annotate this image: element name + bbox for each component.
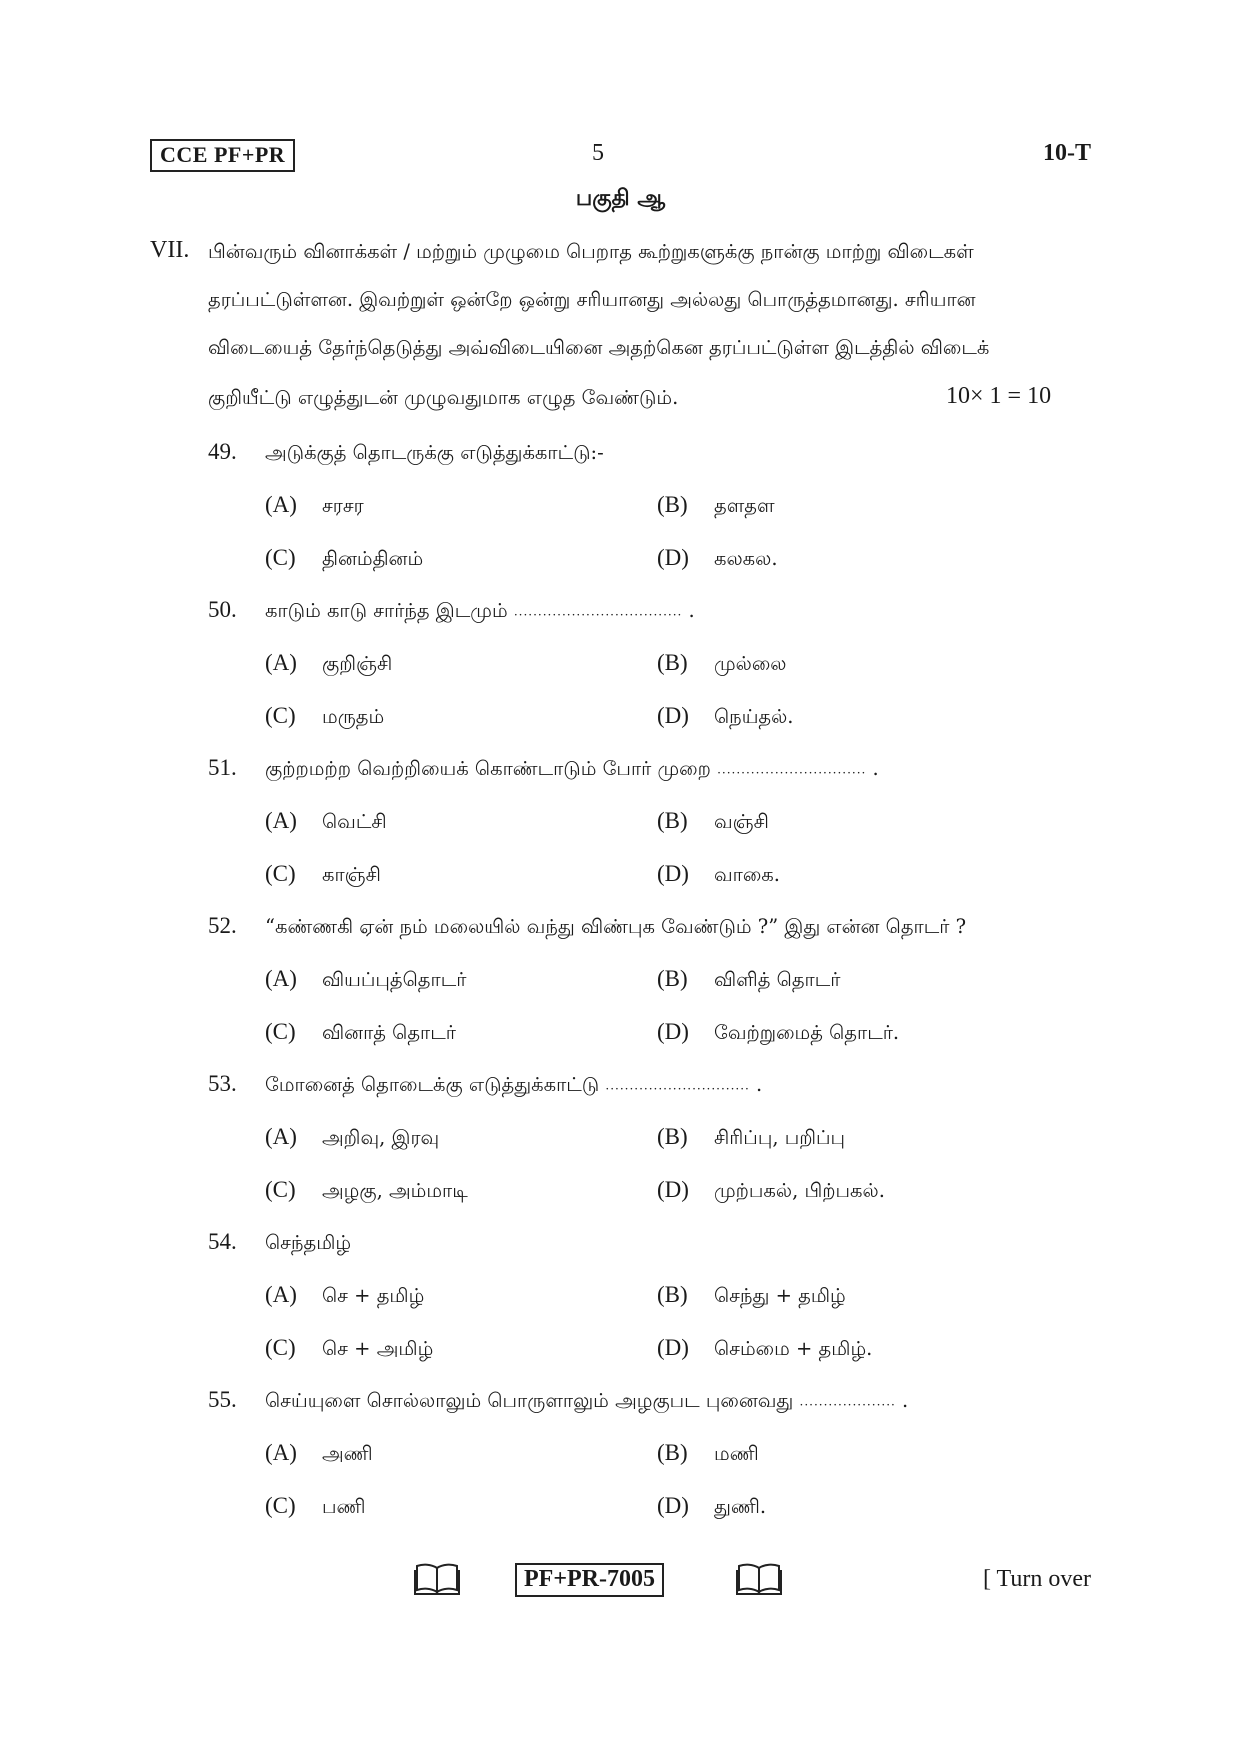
- question-text: [265, 1389, 908, 1415]
- option-text: வாகை.: [714, 863, 780, 886]
- header-left-code: CCE PF+PR: [150, 139, 295, 172]
- answer-blank: ...............................: [717, 762, 867, 777]
- option-text: பணி: [322, 1495, 366, 1518]
- option-text: சிரிப்பு, பறிப்பு: [714, 1126, 846, 1149]
- question-end-mark: .: [866, 757, 879, 780]
- question-stem: “கண்ணகி ஏன் நம் மலையில் வந்து விண்புக வேண்டும் ?” இது என்ன தொடர் ?: [265, 915, 967, 938]
- question-stem: குற்றமற்ற வெற்றியைக் கொண்டாடும் போர் முறை: [265, 757, 718, 780]
- question-number: 49.: [208, 439, 237, 464]
- option-text: மருதம்: [322, 705, 385, 728]
- question-stem: செய்யுளை சொல்லாலும் பொருளாலும் அழகுபட புனைவது: [265, 1389, 800, 1412]
- option-text: முற்பகல், பிற்பகல்.: [714, 1179, 885, 1202]
- question-stem: செந்தமிழ்: [265, 1231, 352, 1254]
- question-text: [265, 599, 695, 625]
- option-label: (D): [657, 861, 689, 886]
- question-number: 53.: [208, 1071, 237, 1096]
- option-text: வஞ்சி: [714, 810, 769, 833]
- option-text: வியப்புத்தொடர்: [322, 968, 467, 991]
- option-text: அழகு, அம்மாடி: [322, 1179, 468, 1202]
- instruction-line: குறியீட்டு எழுத்துடன் முழுவதுமாக எழுத வேண்டும்.: [208, 386, 679, 409]
- option-label: (A): [265, 1124, 297, 1149]
- option-label: (B): [657, 1124, 688, 1149]
- option-label: (A): [265, 650, 297, 675]
- option-text: செம்மை + தமிழ்.: [714, 1337, 873, 1360]
- option-label: (C): [265, 545, 296, 570]
- option-label: (C): [265, 1335, 296, 1360]
- header-right-code: 10-T: [1043, 140, 1091, 166]
- option-text: செ + தமிழ்: [322, 1284, 425, 1307]
- option-text: வெட்சி: [322, 810, 387, 833]
- section-title: பகுதி ஆ: [575, 185, 666, 211]
- option-label: (A): [265, 492, 297, 517]
- option-text: வினாத் தொடர்: [322, 1021, 456, 1044]
- question-text: [265, 915, 966, 941]
- option-label: (B): [657, 966, 688, 991]
- open-book-icon: [414, 1562, 460, 1596]
- option-label: (C): [265, 1019, 296, 1044]
- option-label: (B): [657, 492, 688, 517]
- option-label: (D): [657, 1019, 689, 1044]
- option-label: (C): [265, 703, 296, 728]
- option-text: அணி: [322, 1442, 373, 1465]
- option-label: (C): [265, 1177, 296, 1202]
- question-end-mark: .: [895, 1389, 909, 1412]
- page-number: 5: [592, 140, 604, 166]
- option-label: (B): [657, 1282, 688, 1307]
- question-number: 55.: [208, 1387, 237, 1412]
- answer-blank: ....................: [799, 1394, 896, 1409]
- question-end-mark: .: [682, 599, 695, 622]
- option-label: (C): [265, 861, 296, 886]
- instruction-line: பின்வரும் வினாக்கள் / மற்றும் முழுமை பெறாத கூற்றுகளுக்கு நான்கு மாற்று விடைகள்: [208, 240, 974, 263]
- answer-blank: ..............................: [605, 1078, 750, 1093]
- instruction-line: விடையைத் தேர்ந்தெடுத்து அவ்விடையினை அதற்கென தரப்பட்டுள்ள இடத்தில் விடைக்: [208, 336, 990, 359]
- option-label: (D): [657, 545, 689, 570]
- question-stem: காடும் காடு சார்ந்த இடமும்: [265, 599, 514, 622]
- question-text: [265, 1073, 762, 1099]
- option-label: (C): [265, 1493, 296, 1518]
- option-text: செந்து + தமிழ்: [714, 1284, 846, 1307]
- turn-over-note: [ Turn over: [982, 1566, 1091, 1592]
- option-label: (D): [657, 1177, 689, 1202]
- option-text: தளதள: [714, 494, 775, 517]
- open-book-icon: [736, 1562, 782, 1596]
- question-stem: மோனைத் தொடைக்கு எடுத்துக்காட்டு: [265, 1073, 606, 1096]
- option-text: அறிவு, இரவு: [322, 1126, 440, 1149]
- marks: 10× 1 = 10: [946, 383, 1052, 409]
- option-label: (D): [657, 1335, 689, 1360]
- section-number: VII.: [150, 237, 190, 263]
- option-text: வேற்றுமைத் தொடர்.: [714, 1021, 900, 1044]
- question-number: 51.: [208, 755, 237, 780]
- option-text: மணி: [714, 1442, 759, 1465]
- option-label: (B): [657, 650, 688, 675]
- option-label: (A): [265, 966, 297, 991]
- option-text: தினம்தினம்: [322, 547, 424, 570]
- option-label: (D): [657, 703, 689, 728]
- option-label: (B): [657, 1440, 688, 1465]
- option-label: (B): [657, 808, 688, 833]
- question-text: [265, 441, 604, 467]
- option-text: கலகல.: [714, 547, 778, 570]
- footer-code: PF+PR-7005: [515, 1563, 664, 1597]
- answer-blank: ...................................: [513, 604, 683, 619]
- question-number: 50.: [208, 597, 237, 622]
- option-text: குறிஞ்சி: [322, 652, 393, 675]
- question-number: 54.: [208, 1229, 237, 1254]
- question-text: [265, 757, 879, 783]
- option-text: நெய்தல்.: [714, 705, 794, 728]
- option-label: (A): [265, 1440, 297, 1465]
- option-text: விளித் தொடர்: [714, 968, 841, 991]
- option-text: சரசர: [322, 494, 364, 517]
- option-text: துணி.: [714, 1495, 767, 1518]
- option-text: முல்லை: [714, 652, 787, 675]
- option-text: காஞ்சி: [322, 863, 381, 886]
- question-text: [265, 1231, 351, 1257]
- option-label: (D): [657, 1493, 689, 1518]
- question-end-mark: .: [749, 1073, 763, 1096]
- instruction-line: தரப்பட்டுள்ளன. இவற்றுள் ஒன்றே ஒன்று சரியானது அல்லது பொருத்தமானது. சரியான: [208, 288, 976, 311]
- option-label: (A): [265, 1282, 297, 1307]
- option-text: செ + அமிழ்: [322, 1337, 434, 1360]
- question-stem: அடுக்குத் தொடருக்கு எடுத்துக்காட்டு:-: [265, 441, 604, 464]
- question-number: 52.: [208, 913, 237, 938]
- option-label: (A): [265, 808, 297, 833]
